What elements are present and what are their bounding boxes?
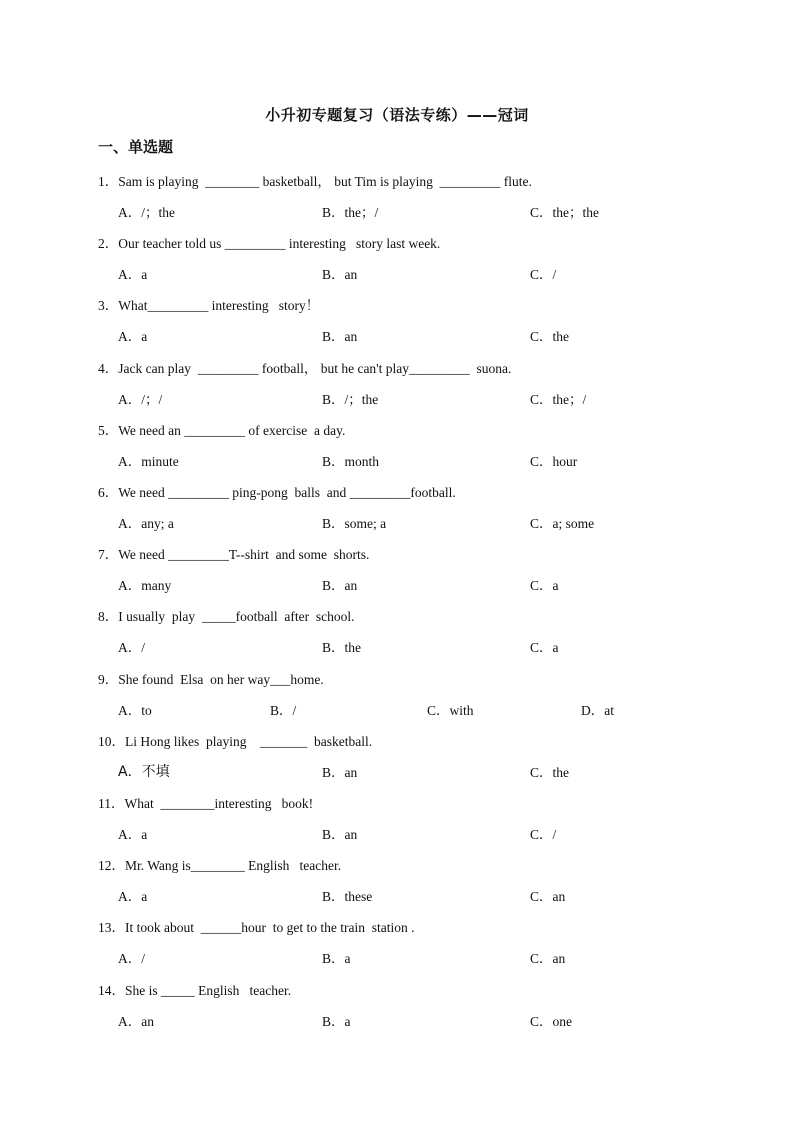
- question-text: 5．We need an _________ of exercise a day.: [98, 423, 346, 438]
- question-text: 10．Li Hong likes playing _______ basketball.: [98, 734, 373, 749]
- answer-option: B．an: [322, 329, 358, 344]
- answer-option: A．many: [118, 578, 172, 593]
- answer-option: C．/: [530, 267, 557, 282]
- question-text: 1．Sam is playing ________ basketball， but Tim is playing _________ flute.: [98, 174, 532, 189]
- answer-option: B．the: [322, 640, 361, 655]
- answer-option: B．/；the: [322, 392, 379, 407]
- section-heading: 一、单选题: [98, 138, 174, 156]
- question-text: 14．She is _____ English teacher.: [98, 983, 292, 998]
- answer-option: C．the；the: [530, 205, 599, 220]
- answer-option: A．/: [118, 640, 145, 655]
- answer-option: D．at: [581, 703, 614, 718]
- answer-option: A．minute: [118, 454, 179, 469]
- question-text: 2．Our teacher told us _________ interesting story last week.: [98, 236, 441, 251]
- answer-option: C．a; some: [530, 516, 595, 531]
- question-text: 3．What_________ interesting story！: [98, 298, 320, 313]
- answer-option: B．these: [322, 889, 373, 904]
- answer-option: C．a: [530, 640, 559, 655]
- answer-option: A．a: [118, 267, 148, 282]
- answer-option: A．a: [118, 889, 148, 904]
- answer-option: A．a: [118, 827, 148, 842]
- question-text: 11．What ________interesting book!: [98, 796, 314, 811]
- answer-option: C．hour: [530, 454, 578, 469]
- answer-option: C．the: [530, 329, 569, 344]
- answer-option: B．the；/: [322, 205, 379, 220]
- answer-option: B．/: [270, 703, 297, 718]
- answer-option: C．the；/: [530, 392, 587, 407]
- answer-option: A．/: [118, 951, 145, 966]
- question-text: 8．I usually play _____football after school.: [98, 609, 355, 624]
- answer-option: A．a: [118, 329, 148, 344]
- answer-option: B．a: [322, 1014, 351, 1029]
- question-text: 7．We need _________T--shirt and some shorts.: [98, 547, 370, 562]
- answer-option: B．a: [322, 951, 351, 966]
- answer-option: A．any; a: [118, 516, 174, 531]
- answer-option: C．/: [530, 827, 557, 842]
- answer-option: C．with: [427, 703, 474, 718]
- answer-option: B．month: [322, 454, 380, 469]
- answer-option: B．an: [322, 267, 358, 282]
- answer-option: A．to: [118, 703, 152, 718]
- answer-option: C．one: [530, 1014, 572, 1029]
- question-text: 6．We need _________ ping-pong balls and _________football.: [98, 485, 456, 500]
- page-title: 小升初专题复习（语法专练）——冠词: [265, 106, 529, 124]
- answer-option: C．an: [530, 889, 566, 904]
- answer-option: A．/；/: [118, 392, 163, 407]
- answer-option: C．a: [530, 578, 559, 593]
- question-text: 4．Jack can play _________ football， but he can't play_________ suona.: [98, 361, 512, 376]
- answer-option: A．/；the: [118, 205, 175, 220]
- answer-option: A．不填: [118, 764, 170, 780]
- answer-option: B．some; a: [322, 516, 387, 531]
- question-text: 12．Mr. Wang is________ English teacher.: [98, 858, 342, 873]
- answer-option: A．an: [118, 1014, 154, 1029]
- answer-option: C．an: [530, 951, 566, 966]
- answer-option: C．the: [530, 765, 569, 780]
- answer-option: B．an: [322, 765, 358, 780]
- question-text: 13．It took about ______hour to get to the train station .: [98, 920, 415, 935]
- question-text: 9．She found Elsa on her way___home.: [98, 672, 324, 687]
- answer-option: B．an: [322, 578, 358, 593]
- answer-option: B．an: [322, 827, 358, 842]
